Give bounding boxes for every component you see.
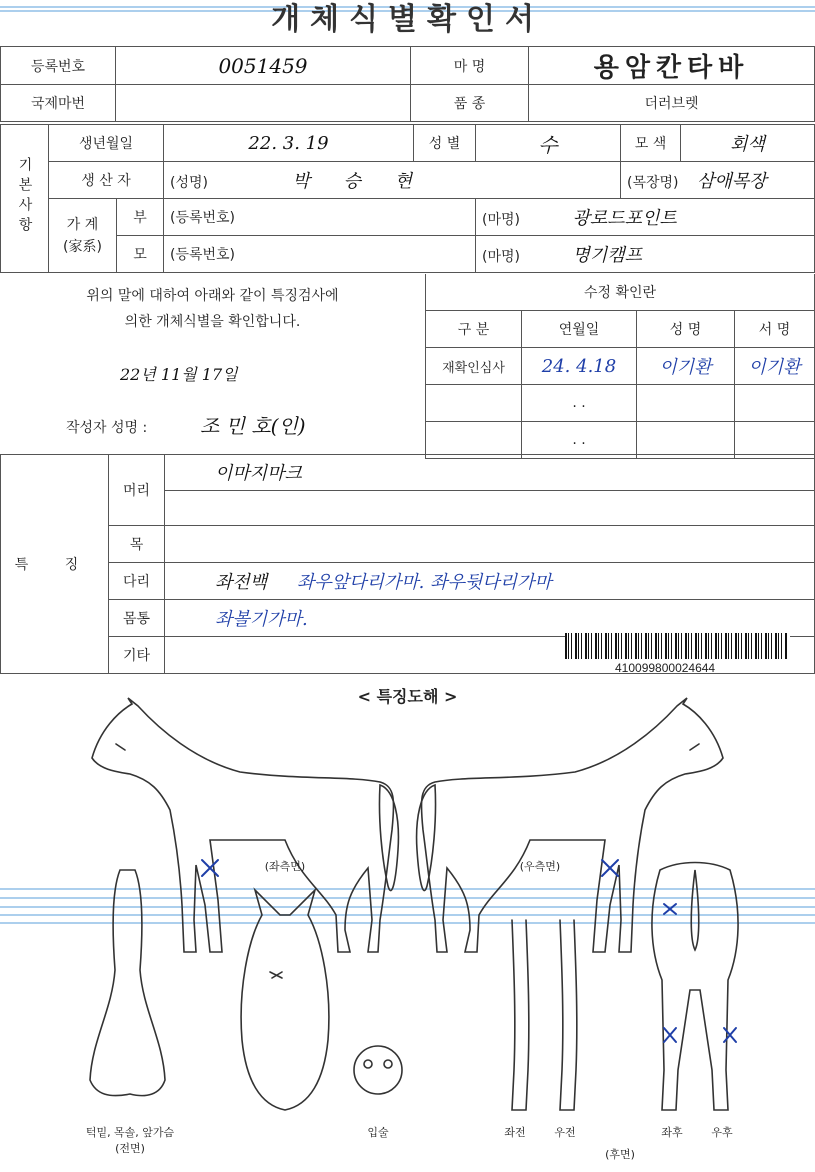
left-side-caption: (좌측면) <box>264 860 306 873</box>
barcode-bar <box>775 633 777 659</box>
header-table <box>0 46 815 122</box>
barcode-bar <box>691 633 692 659</box>
dam-label: 모 <box>117 236 164 273</box>
barcode-bar <box>585 633 587 659</box>
page-title: 개체식별확인서 <box>271 2 544 37</box>
barcode-number: 410099800024644 <box>615 661 716 675</box>
author-label: 작성자 성명 : <box>66 420 148 436</box>
leg-value <box>165 563 815 600</box>
breed-value: 더러브렛 <box>529 85 815 122</box>
head-value: 이마지마크 <box>165 455 815 491</box>
revision-row-date: 24. 4.18 <box>522 348 637 385</box>
basic-table <box>0 124 815 273</box>
dam-name-cell <box>476 236 815 273</box>
barcode-bar <box>685 633 687 659</box>
color-label: 모 색 <box>621 125 681 162</box>
barcode-bar <box>781 633 782 659</box>
producer-label: 생 산 자 <box>49 162 164 199</box>
barcode-bar <box>611 633 612 659</box>
barcode-bar <box>708 633 709 659</box>
barcode-bar <box>768 633 769 659</box>
sire-reg-label: (등록번호) <box>164 199 476 236</box>
features-section-label: 특 징 <box>1 455 109 674</box>
diagram-title: < 특징도해 > <box>357 687 458 706</box>
barcode-bar <box>698 633 699 659</box>
barcode-bar <box>715 633 717 659</box>
revision-row-type <box>426 422 522 459</box>
barcode-bar <box>591 633 592 659</box>
reg-no-label: 등록번호 <box>1 47 116 85</box>
head-view-horse-icon <box>241 890 329 1110</box>
barcode-bar <box>748 633 749 659</box>
producer-name-label: (성명) <box>170 175 208 191</box>
col-name: 성 명 <box>637 311 735 348</box>
rear-view-horse-icon <box>652 863 738 1111</box>
lip-view-icon <box>354 1046 402 1094</box>
producer-cell <box>164 162 621 199</box>
barcode-bar <box>601 633 602 659</box>
leg-label: 다리 <box>109 563 165 600</box>
neck-label: 목 <box>109 526 165 563</box>
barcode-bar <box>675 633 677 659</box>
right-fore-caption: 우전 <box>554 1126 576 1139</box>
barcode-bar <box>661 633 662 659</box>
barcode-bar <box>721 633 722 659</box>
barcode-bar <box>681 633 682 659</box>
horse-name-label: 마 명 <box>411 47 529 85</box>
birth-label: 생년월일 <box>49 125 164 162</box>
revision-row-name <box>637 385 735 422</box>
barcode-bar <box>638 633 639 659</box>
right-side-caption: (우측면) <box>519 860 561 873</box>
barcode-bar <box>778 633 779 659</box>
barcode-bar <box>785 633 787 659</box>
barcode-bar <box>575 633 577 659</box>
front-caption: 턱밑, 목솔, 앞가슴 <box>85 1126 175 1139</box>
revision-row-type: 재확인심사 <box>426 348 522 385</box>
revision-row-name: 이기환 <box>637 348 735 385</box>
barcode-bar <box>658 633 659 659</box>
barcode-bar <box>578 633 579 659</box>
left-side-horse-icon <box>92 698 398 952</box>
barcode-bar <box>615 633 617 659</box>
barcode <box>565 633 790 659</box>
barcode-bar <box>695 633 697 659</box>
barcode-bar <box>621 633 622 659</box>
barcode-bar <box>645 633 647 659</box>
barcode-bar <box>568 633 569 659</box>
sex-value: 수 <box>476 125 621 162</box>
confirm-date: 22년 11월 17일 <box>120 365 238 384</box>
barcode-bar <box>718 633 719 659</box>
col-sign: 서 명 <box>735 311 815 348</box>
barcode-bar <box>711 633 712 659</box>
horse-diagram <box>0 690 815 1150</box>
barcode-bar <box>655 633 657 659</box>
ranch-label: (목장명) <box>627 175 679 191</box>
neck-value <box>165 526 815 563</box>
barcode-bar <box>668 633 669 659</box>
barcode-bar <box>741 633 742 659</box>
pedigree-label: 가 계 (家系) <box>49 199 117 273</box>
barcode-bar <box>688 633 689 659</box>
barcode-bar <box>608 633 609 659</box>
barcode-bar <box>651 633 652 659</box>
dam-reg-label: (등록번호) <box>164 236 476 273</box>
revision-row-sign: 이기환 <box>735 348 815 385</box>
barcode-bar <box>735 633 737 659</box>
revision-title: 수정 확인란 <box>426 274 815 311</box>
barcode-bar <box>701 633 702 659</box>
barcode-bar <box>581 633 582 659</box>
revision-row-date: . . <box>522 385 637 422</box>
other-label: 기타 <box>109 637 165 674</box>
revision-row-type <box>426 385 522 422</box>
ranch-value: 삼애목장 <box>696 171 767 192</box>
barcode-bar <box>705 633 707 659</box>
barcode-bar <box>628 633 629 659</box>
breed-label: 품 종 <box>411 85 529 122</box>
producer-name-value: 박 승 현 <box>292 171 427 192</box>
leg-value-black: 좌전백 <box>215 572 268 593</box>
barcode-bar <box>745 633 747 659</box>
barcode-bar <box>751 633 752 659</box>
sire-name-value: 광로드포인트 <box>572 208 677 229</box>
barcode-bar <box>771 633 772 659</box>
body-label: 몸통 <box>109 600 165 637</box>
head-value-line2 <box>165 490 815 526</box>
barcode-bar <box>588 633 589 659</box>
barcode-bar <box>765 633 767 659</box>
barcode-bar <box>731 633 732 659</box>
col-date: 연월일 <box>522 311 637 348</box>
sex-label: 성 별 <box>414 125 476 162</box>
sire-name-cell <box>476 199 815 236</box>
barcode-bar <box>648 633 649 659</box>
leg-value-blue: 좌우앞다리가마. 좌우뒷다리가마 <box>296 572 552 593</box>
sire-label: 부 <box>117 199 164 236</box>
barcode-bar <box>738 633 739 659</box>
barcode-bar <box>598 633 599 659</box>
revision-row-date: . . <box>522 422 637 459</box>
barcode-bar <box>678 633 679 659</box>
rear-sub-caption: (후면) <box>605 1148 635 1161</box>
revision-row-name <box>637 422 735 459</box>
color-value: 회색 <box>681 125 815 162</box>
confirm-statement: 위의 말에 대하여 아래와 같이 특징검사에 의한 개체식별을 확인합니다. <box>86 288 339 330</box>
barcode-bar <box>635 633 637 659</box>
ranch-cell <box>621 162 815 199</box>
dam-name-value: 명기캠프 <box>572 245 642 266</box>
barcode-bar <box>755 633 757 659</box>
right-side-horse-icon <box>417 698 723 952</box>
basic-section-label: 기본사항 <box>1 125 49 273</box>
barcode-bar <box>618 633 619 659</box>
right-hind-caption: 우후 <box>711 1126 733 1139</box>
barcode-bar <box>605 633 607 659</box>
front-sub-caption: (전면) <box>115 1142 145 1155</box>
barcode-bar <box>571 633 572 659</box>
barcode-bar <box>595 633 597 659</box>
barcode-bar <box>565 633 567 659</box>
body-value: 좌볼기가마. <box>165 600 815 637</box>
barcode-bar <box>625 633 627 659</box>
col-type: 구 분 <box>426 311 522 348</box>
barcode-bar <box>758 633 759 659</box>
barcode-bar <box>728 633 729 659</box>
dam-name-label: (마명) <box>482 249 520 265</box>
front-legs-icon <box>512 920 577 1110</box>
revision-row-sign <box>735 385 815 422</box>
birth-value: 22. 3. 19 <box>164 125 414 162</box>
sire-name-label: (마명) <box>482 212 520 228</box>
barcode-bar <box>641 633 642 659</box>
head-label: 머리 <box>109 455 165 526</box>
horse-name-value: 용암칸타바 <box>529 47 815 85</box>
revision-row-sign <box>735 422 815 459</box>
barcode-bar <box>671 633 672 659</box>
left-hind-caption: 좌후 <box>661 1126 683 1139</box>
barcode-bar <box>725 633 727 659</box>
intl-name-label: 국제마번 <box>1 85 116 122</box>
reg-no-value: 0051459 <box>116 47 411 85</box>
author-signature: 조 민 호(인) <box>200 414 306 438</box>
lip-caption: 입술 <box>367 1126 389 1139</box>
barcode-bar <box>665 633 667 659</box>
intl-name-value <box>116 85 411 122</box>
left-fore-caption: 좌전 <box>504 1126 526 1139</box>
barcode-bar <box>761 633 762 659</box>
barcode-bar <box>631 633 632 659</box>
revision-table <box>425 274 815 459</box>
front-view-horse-icon <box>90 870 165 1096</box>
